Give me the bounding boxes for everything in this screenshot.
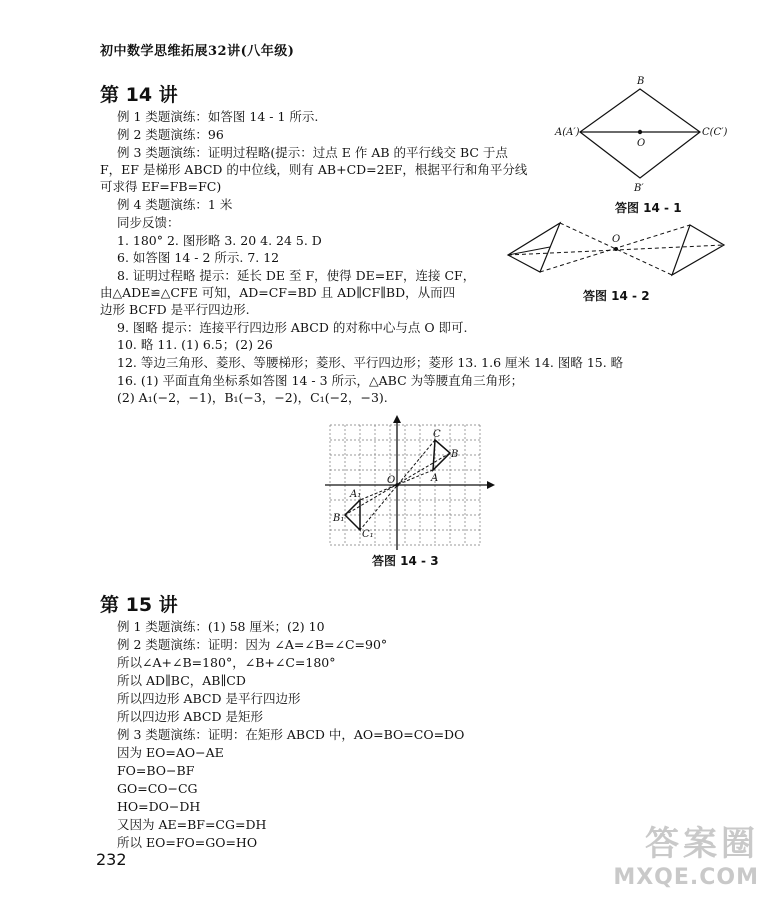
line: 同步反馈： bbox=[117, 215, 180, 230]
line: 例 2 类题演练：96 bbox=[117, 127, 224, 142]
line: 1. 180° 2. 图形略 3. 20 4. 24 5. D bbox=[117, 233, 322, 248]
caption-14-1: 答图 14 - 1 bbox=[615, 201, 682, 215]
line: 16. (1) 平面直角坐标系如答图 14 - 3 所示，△ABC 为等腰直角三角形； bbox=[117, 373, 524, 388]
line: 可求得 EF=FB=FC) bbox=[100, 179, 222, 194]
lecture-15-title: 第 15 讲 bbox=[100, 594, 178, 616]
line: 又因为 AE=BF=CG=DH bbox=[117, 817, 267, 832]
left-triangle bbox=[508, 223, 560, 272]
line: 例 4 类题演练：1 米 bbox=[117, 197, 233, 212]
figure-14-3 bbox=[325, 415, 500, 550]
label-c: C(C′) bbox=[702, 127, 728, 138]
label-o: O bbox=[637, 138, 646, 149]
line: 8. 证明过程略 提示：延长 DE 至 F，使得 DE=EF，连接 CF， bbox=[117, 268, 476, 283]
line: 10. 略 11. (1) 6.5；(2) 26 bbox=[117, 337, 273, 352]
point-o bbox=[638, 130, 642, 134]
line: 由△ADE≌△CFE 可知，AD=CF=BD 且 AD∥CF∥BD，从而四 bbox=[100, 285, 456, 300]
line: 所以四边形 ABCD 是平行四边形 bbox=[117, 691, 301, 706]
x-axis-arrow bbox=[487, 481, 495, 489]
origin bbox=[395, 483, 399, 487]
line: 所以四边形 ABCD 是矩形 bbox=[117, 709, 263, 724]
label-o: O bbox=[612, 234, 621, 245]
line: F，EF 是梯形 ABCD 的中位线，则有 AB+CD=2EF，根据平行和角平分线 bbox=[100, 162, 528, 177]
book-header: 初中数学思维拓展32讲(八年级) bbox=[100, 44, 295, 59]
y-axis-arrow bbox=[393, 415, 401, 423]
line: 因为 EO=AO−AE bbox=[117, 745, 224, 760]
label-b: B bbox=[451, 449, 459, 460]
label-c1: C₁ bbox=[362, 529, 374, 540]
caption-14-2: 答图 14 - 2 bbox=[583, 289, 650, 303]
label-a1: A₁ bbox=[350, 489, 362, 500]
line: 例 1 类题演练：如答图 14 - 1 所示. bbox=[117, 109, 319, 124]
line: GO=CO−CG bbox=[117, 781, 198, 796]
line: 例 3 类题演练：证明：在矩形 ABCD 中，AO=BO=CO=DO bbox=[117, 727, 465, 742]
caption-14-3: 答图 14 - 3 bbox=[372, 554, 439, 568]
line: 12. 等边三角形、菱形、等腰梯形；菱形、平行四边形；菱形 13. 1.6 厘米 14. 图略 15. 略 bbox=[117, 355, 624, 370]
label-c: C bbox=[433, 429, 441, 440]
label-a: A(A′) bbox=[555, 127, 580, 138]
line: FO=BO−BF bbox=[117, 763, 195, 778]
figure-14-1 bbox=[550, 75, 750, 200]
label-a: A bbox=[431, 473, 439, 484]
line: 6. 如答图 14 - 2 所示. 7. 12 bbox=[117, 250, 280, 265]
watermark-cn: 答案圈 bbox=[645, 824, 759, 864]
point-o bbox=[614, 247, 618, 251]
line: 例 1 类题演练：(1) 58 厘米；(2) 10 bbox=[117, 619, 325, 634]
line: 所以 AD∥BC，AB∥CD bbox=[117, 673, 246, 688]
line: 边形 BCFD 是平行四边形. bbox=[100, 302, 250, 317]
line: HO=DO−DH bbox=[117, 799, 201, 814]
line: 9. 图略 提示：连接平行四边形 ABCD 的对称中心与点 O 即可. bbox=[117, 320, 468, 335]
line: 例 2 类题演练：证明：因为 ∠A=∠B=∠C=90° bbox=[117, 637, 388, 652]
label-b1: B₁ bbox=[333, 513, 345, 524]
line: 所以∠A+∠B=180°，∠B+∠C=180° bbox=[117, 655, 336, 670]
lecture-14-title: 第 14 讲 bbox=[100, 84, 178, 106]
watermark-url: MXQE.COM bbox=[613, 865, 759, 890]
line: 所以 EO=FO=GO=HO bbox=[117, 835, 258, 850]
watermark bbox=[613, 816, 759, 890]
page-number: 232 bbox=[96, 850, 127, 869]
label-b: B bbox=[637, 76, 645, 87]
line: 例 3 类题演练：证明过程略(提示：过点 E 作 AB 的平行线交 BC 于点 bbox=[117, 145, 508, 160]
figure-14-2 bbox=[500, 215, 740, 280]
line: (2) A₁(−2，−1)，B₁(−3，−2)，C₁(−2，−3). bbox=[117, 390, 388, 405]
label-o: O bbox=[387, 475, 396, 486]
right-triangle bbox=[672, 225, 724, 275]
label-b-prime: B′ bbox=[634, 183, 644, 194]
